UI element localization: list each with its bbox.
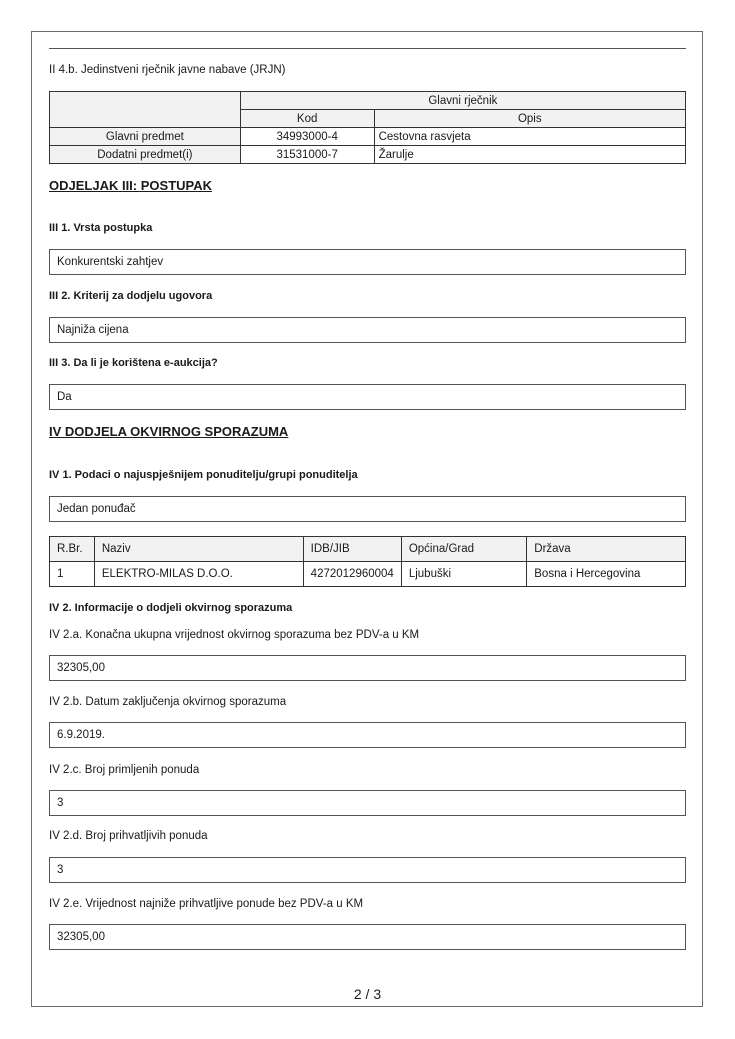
jrjn-table [49,91,686,164]
field-label-iv2e: IV 2.e. Vrijednost najniže prihvatljive ponude bez PDV-a u KM [49,898,364,910]
row-label: Glavni predmet [50,128,241,146]
field-label-iv2a: IV 2.a. Konačna ukupna vrijednost okvirnog sporazuma bez PDV-a u KM [49,629,420,641]
field-value-ponuditelj: Jedan ponuđač [49,496,686,522]
field-label-iv2c: IV 2.c. Broj primljenih ponuda [49,764,200,776]
page-number: 2 / 3 [353,986,382,1002]
table-row [50,128,686,146]
top-divider [49,48,686,49]
field-value-iv2c: 3 [49,790,686,816]
field-value-iv2e: 32305,00 [49,924,686,950]
jrjn-group-header: Glavni rječnik [240,92,685,110]
jrjn-label: II 4.b. Jedinstveni rječnik javne nabave (JRJN) [49,64,286,76]
table-row [50,562,686,587]
cell-idb: 4272012960004 [303,562,401,587]
jrjn-col-kod: Kod [240,110,374,128]
field-label-iv2d: IV 2.d. Broj prihvatljivih ponuda [49,830,208,842]
col-header-idb: IDB/JIB [303,537,401,562]
row-kod: 31531000-7 [240,146,374,164]
field-label-iv2b: IV 2.b. Datum zaključenja okvirnog sporazuma [49,696,287,708]
cell-drzava: Bosna i Hercegovina [527,562,686,587]
field-label-e-aukcija: III 3. Da li je korištena e-aukcija? [49,357,218,369]
col-header-naziv: Naziv [94,537,303,562]
cell-opcina: Ljubuški [401,562,526,587]
field-value-kriterij: Najniža cijena [49,317,686,343]
row-opis: Cestovna rasvjeta [374,128,685,146]
field-label-ponuditelj: IV 1. Podaci o najuspješnijem ponuditelju/grupi ponuditelja [49,469,358,481]
cell-naziv: ELEKTRO-MILAS D.O.O. [94,562,303,587]
field-value-iv2d: 3 [49,857,686,883]
jrjn-col-opis: Opis [374,110,685,128]
row-opis: Žarulje [374,146,685,164]
field-label-vrsta-postupka: III 1. Vrsta postupka [49,222,153,234]
col-header-rbr: R.Br. [50,537,95,562]
jrjn-corner-cell [50,92,241,128]
field-value-iv2a: 32305,00 [49,655,686,681]
field-value-iv2b: 6.9.2019. [49,722,686,748]
row-kod: 34993000-4 [240,128,374,146]
field-label-kriterij: III 2. Kriterij za dodjelu ugovora [49,290,213,302]
col-header-opcina: Općina/Grad [401,537,526,562]
table-header-row [50,537,686,562]
table-row [50,146,686,164]
field-label-iv2: IV 2. Informacije o dodjeli okvirnog sporazuma [49,602,293,614]
field-value-e-aukcija: Da [49,384,686,410]
col-header-drzava: Država [527,537,686,562]
bidders-table [49,536,686,587]
section-iv-heading: IV DODJELA OKVIRNOG SPORAZUMA [49,424,289,439]
field-value-vrsta-postupka: Konkurentski zahtjev [49,249,686,275]
cell-rbr: 1 [50,562,95,587]
row-label: Dodatni predmet(i) [50,146,241,164]
section-iii-heading: ODJELJAK III: POSTUPAK [49,178,213,193]
